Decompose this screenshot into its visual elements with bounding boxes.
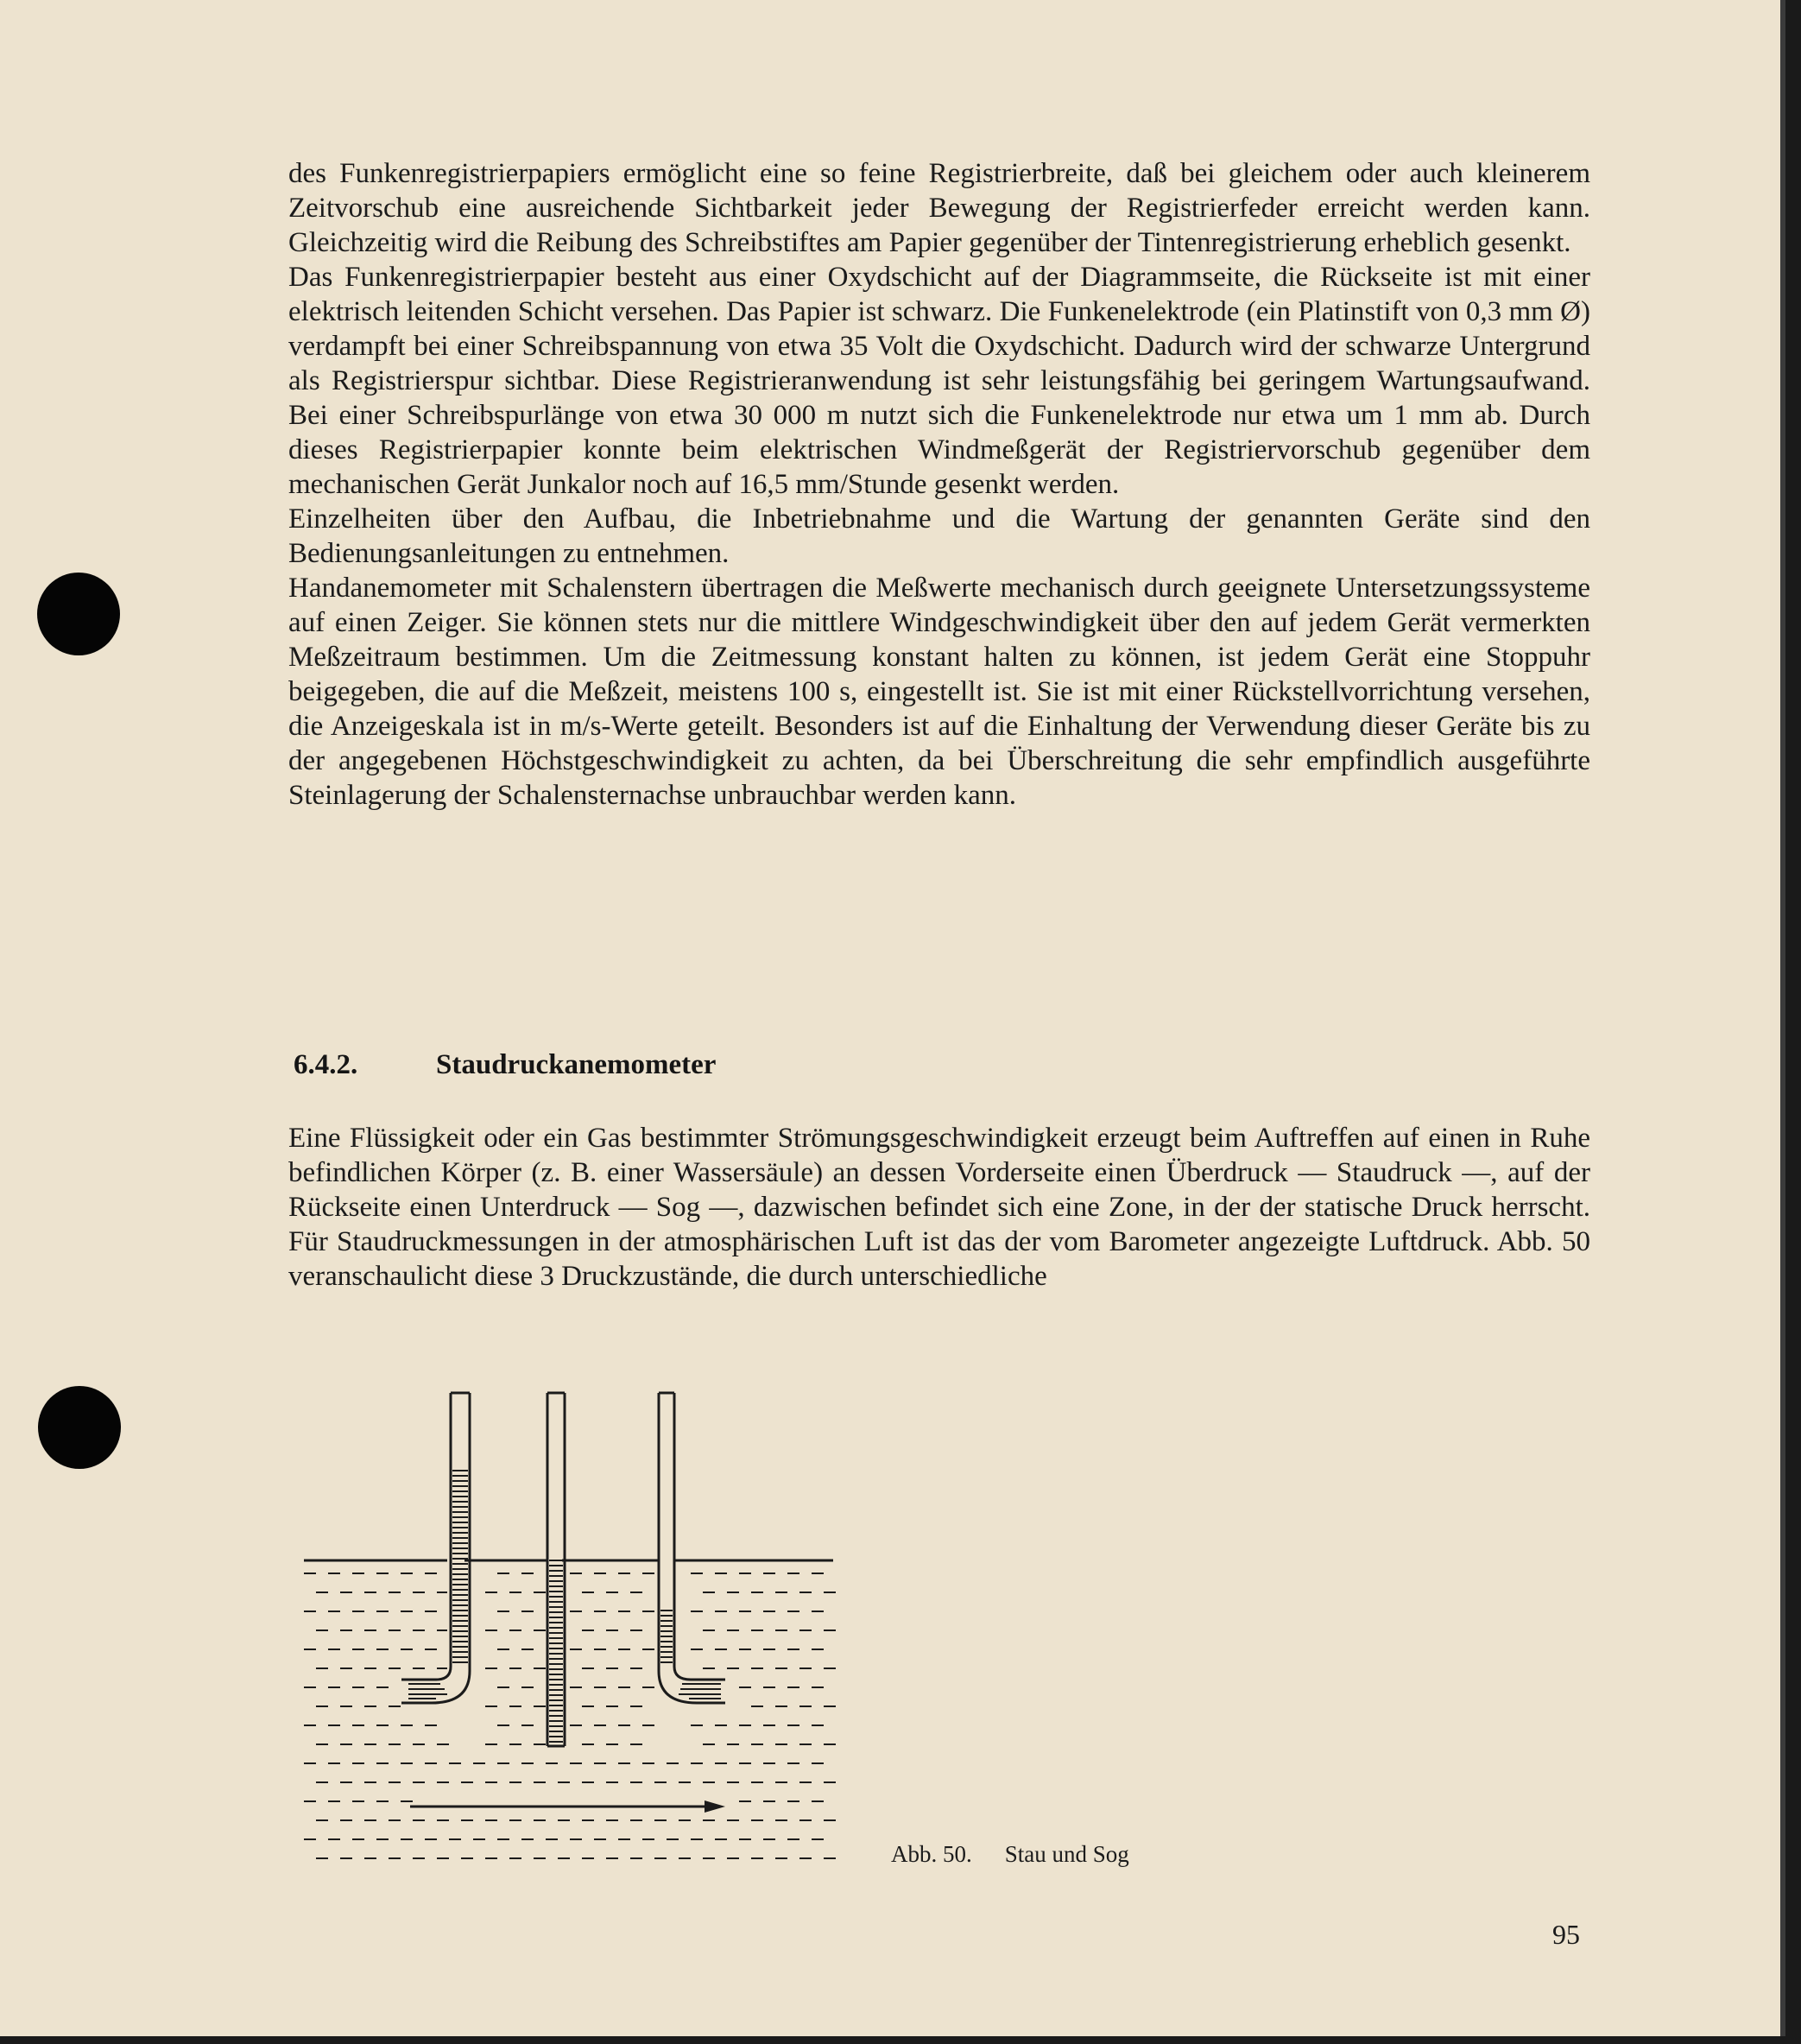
punch-hole-top bbox=[37, 573, 120, 655]
figure-label: Abb. 50. bbox=[891, 1841, 972, 1867]
water-dashes bbox=[304, 1573, 836, 1858]
tube-stau bbox=[401, 1393, 470, 1703]
paragraph: Eine Flüssigkeit oder ein Gas bestimmter Strömungsgeschwindigkeit erzeugt beim Auftreffen auf einen in Ruhe befindlichen Körper (z. B. einer Wassersäule) an dessen Vorderseite einen Überdruck — Staudruck —, auf der Rückseite einen Unterdruck — Sog —, dazwischen befindet sich eine Zone, in der der statische Druck herrscht. Für Staudruckmessungen in der atmosphärischen Luft ist das der vom Barometer angezeigte Luftdruck. Abb. 50 veranschaulicht diese 3 Druckzustände, die durch unterschiedliche bbox=[288, 1123, 1590, 1292]
paragraph: Handanemometer mit Schalenstern übertragen die Meßwerte mechanisch durch geeignete Untersetzungssysteme auf einen Zeiger. Sie können stets nur die mittlere Windgeschwindigkeit über den auf jedem Gerät vermerkten Meßzeitraum bestimmen. Um die Zeitmessung konstant halten zu können, ist jedem Gerät eine Stoppuhr beigegeben, die auf die Meßzeit, meistens 100 s, eingestellt ist. Sie ist mit einer Rückstellvorrichtung versehen, die Anzeigeskala ist in m/s-Werte geteilt. Besonders ist auf die Einhaltung der Verwendung dieser Geräte bis zu der angegebenen Höchstgeschwindigkeit zu achten, da bei Überschreitung die sehr empfindlich ausgeführte Steinlagerung der Schalensternachse unbrauchbar werden kann. bbox=[288, 573, 1590, 811]
section-number: 6.4.2. bbox=[294, 1049, 358, 1080]
section-text bbox=[288, 1121, 1590, 1294]
flow-arrow bbox=[410, 1800, 725, 1813]
section-heading bbox=[294, 1049, 716, 1081]
tube-sog bbox=[658, 1393, 725, 1703]
paragraph: Das Funkenregistrierpapier besteht aus einer Oxydschicht auf der Diagrammseite, die Rückseite ist mit einer elektrisch leitenden Schicht versehen. Das Papier ist schwarz. Die Funkenelektrode (ein Platinstift von 0,3 mm Ø) verdampft bei einer Schreibspannung von etwa 35 Volt die Oxydschicht. Dadurch wird der schwarze Untergrund als Registrierspur sichtbar. Diese Registrieranwendung ist sehr leistungsfähig bei geringem Wartungsaufwand. Bei einer Schreibspurlänge von etwa 30 000 m nutzt sich die Funkenelektrode nur etwa um 1 mm ab. Durch dieses Registrierpapier konnte beim elektrischen Windmeßgerät der Registriervorschub gegenüber dem mechanischen Gerät Junkalor noch auf 16,5 mm/Stunde gesenkt werden. bbox=[288, 262, 1590, 500]
figure-caption bbox=[891, 1841, 1129, 1868]
punch-hole-bottom bbox=[38, 1386, 121, 1469]
paragraph: des Funkenregistrierpapiers ermöglicht eine so feine Registrierbreite, daß bei gleichem oder auch kleinerem Zeitvorschub eine ausreichende Sichtbarkeit jeder Bewegung der Registrierfeder erreicht werden kann. Gleichzeitig wird die Reibung des Schreibstiftes am Papier gegenüber der Tintenregistrierung erheblich gesenkt. bbox=[288, 158, 1590, 258]
body-text bbox=[288, 156, 1590, 813]
section-title: Staudruckanemometer bbox=[436, 1049, 717, 1080]
paragraph: Einzelheiten über den Aufbau, die Inbetriebnahme und die Wartung der genannten Geräte sind den Bedienungsanleitungen zu entnehmen. bbox=[288, 503, 1590, 569]
page-number: 95 bbox=[1552, 1919, 1580, 1950]
tube-static bbox=[547, 1393, 565, 1748]
figure-caption-text: Stau und Sog bbox=[1004, 1841, 1129, 1867]
pressure-tubes-figure bbox=[294, 1382, 846, 1883]
